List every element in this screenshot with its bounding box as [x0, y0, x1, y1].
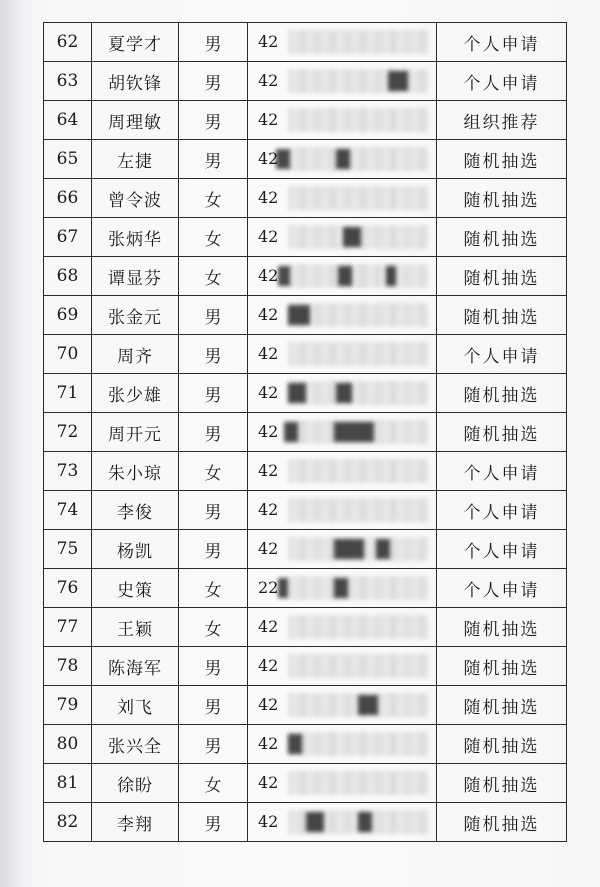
gender: 女 — [179, 179, 248, 218]
person-name: 周齐 — [92, 335, 179, 374]
gender: 女 — [179, 764, 248, 803]
selection-method: 随机抽选 — [437, 764, 567, 803]
id-number-prefix: 42 — [258, 422, 279, 441]
person-name: 谭显芬 — [92, 257, 179, 296]
id-number-prefix: 42 — [258, 305, 279, 324]
redaction-blot — [386, 266, 396, 286]
redaction-blot — [334, 578, 348, 598]
id-number-redacted — [248, 608, 437, 647]
person-name: 李翔 — [92, 803, 179, 842]
table-row — [44, 647, 567, 686]
table-row — [44, 686, 567, 725]
person-name: 朱小琼 — [92, 452, 179, 491]
gender: 女 — [179, 218, 248, 257]
row-number: 66 — [44, 179, 92, 218]
table-row — [44, 764, 567, 803]
id-number-redacted — [248, 530, 437, 569]
id-number-redacted — [248, 452, 437, 491]
redaction-blot — [278, 578, 288, 598]
person-name: 史策 — [92, 569, 179, 608]
selection-method: 随机抽选 — [437, 257, 567, 296]
id-number-prefix: 42 — [258, 539, 279, 558]
table-row — [44, 218, 567, 257]
row-number: 64 — [44, 101, 92, 140]
id-number-redacted — [248, 764, 437, 803]
id-number-prefix: 42 — [258, 32, 279, 51]
selection-method: 随机抽选 — [437, 803, 567, 842]
person-name: 王颖 — [92, 608, 179, 647]
gender: 男 — [179, 296, 248, 335]
id-number-prefix: 22 — [258, 578, 279, 597]
redaction-blot — [343, 227, 361, 247]
row-number: 72 — [44, 413, 92, 452]
selection-method: 随机抽选 — [437, 413, 567, 452]
id-number-redacted — [248, 803, 437, 842]
id-number-redacted — [248, 257, 437, 296]
id-number-redacted — [248, 686, 437, 725]
id-number-prefix: 42 — [258, 695, 279, 714]
id-number-redacted — [248, 23, 437, 62]
row-number: 80 — [44, 725, 92, 764]
redaction-blot — [288, 734, 302, 754]
table-row — [44, 140, 567, 179]
selection-method: 个人申请 — [437, 569, 567, 608]
row-number: 81 — [44, 764, 92, 803]
table-row — [44, 62, 567, 101]
id-number-redacted — [248, 179, 437, 218]
redaction-blot — [336, 383, 352, 403]
redaction-blot — [278, 266, 290, 286]
row-number: 82 — [44, 803, 92, 842]
redaction-blot — [284, 422, 298, 442]
id-number-redacted — [248, 101, 437, 140]
page-fold-shadow — [0, 0, 26, 887]
selection-method: 个人申请 — [437, 491, 567, 530]
selection-method: 个人申请 — [437, 452, 567, 491]
gender: 男 — [179, 101, 248, 140]
gender: 男 — [179, 413, 248, 452]
person-name: 徐盼 — [92, 764, 179, 803]
row-number: 65 — [44, 140, 92, 179]
redaction-blot — [334, 539, 364, 559]
redaction-blot — [288, 305, 310, 325]
table-row — [44, 452, 567, 491]
selection-method: 随机抽选 — [437, 647, 567, 686]
selection-method: 随机抽选 — [437, 179, 567, 218]
gender: 男 — [179, 374, 248, 413]
gender: 女 — [179, 452, 248, 491]
person-name: 曾令波 — [92, 179, 179, 218]
id-number-prefix: 42 — [258, 110, 279, 129]
table-row — [44, 530, 567, 569]
redaction-blot — [358, 695, 378, 715]
redaction-blot — [338, 266, 352, 286]
row-number: 63 — [44, 62, 92, 101]
gender: 男 — [179, 725, 248, 764]
redaction-blot — [376, 539, 390, 559]
roster-table-body — [44, 23, 567, 842]
id-number-prefix: 42 — [258, 266, 279, 285]
id-number-prefix: 42 — [258, 383, 279, 402]
table-row — [44, 296, 567, 335]
row-number: 77 — [44, 608, 92, 647]
selection-method: 随机抽选 — [437, 374, 567, 413]
person-name: 张金元 — [92, 296, 179, 335]
selection-method: 个人申请 — [437, 335, 567, 374]
id-number-prefix: 42 — [258, 227, 279, 246]
gender: 男 — [179, 491, 248, 530]
id-number-prefix: 42 — [258, 500, 279, 519]
table-row — [44, 374, 567, 413]
id-number-redacted — [248, 413, 437, 452]
id-number-redacted — [248, 140, 437, 179]
id-number-prefix: 42 — [258, 71, 279, 90]
person-name: 陈海军 — [92, 647, 179, 686]
row-number: 73 — [44, 452, 92, 491]
id-number-redacted — [248, 218, 437, 257]
person-name: 胡钦锋 — [92, 62, 179, 101]
person-name: 李俊 — [92, 491, 179, 530]
id-number-prefix: 42 — [258, 461, 279, 480]
redaction-mask — [288, 654, 428, 678]
id-number-prefix: 42 — [258, 344, 279, 363]
selection-method: 组织推荐 — [437, 101, 567, 140]
table-row — [44, 101, 567, 140]
gender: 男 — [179, 647, 248, 686]
table-row — [44, 491, 567, 530]
redaction-blot — [336, 149, 350, 169]
gender: 男 — [179, 140, 248, 179]
gender: 男 — [179, 686, 248, 725]
table-row — [44, 257, 567, 296]
row-number: 68 — [44, 257, 92, 296]
row-number: 69 — [44, 296, 92, 335]
gender: 男 — [179, 62, 248, 101]
gender: 男 — [179, 530, 248, 569]
redaction-blot — [306, 812, 324, 832]
selection-method: 个人申请 — [437, 23, 567, 62]
person-name: 张兴全 — [92, 725, 179, 764]
row-number: 75 — [44, 530, 92, 569]
selection-method: 随机抽选 — [437, 140, 567, 179]
table-row — [44, 179, 567, 218]
row-number: 78 — [44, 647, 92, 686]
redaction-mask — [288, 576, 428, 600]
table-row — [44, 569, 567, 608]
id-number-redacted — [248, 725, 437, 764]
redaction-blot — [358, 812, 372, 832]
redaction-blot — [288, 383, 306, 403]
id-number-prefix: 42 — [258, 149, 279, 168]
table-row — [44, 803, 567, 842]
person-name: 杨凯 — [92, 530, 179, 569]
gender: 男 — [179, 803, 248, 842]
person-name: 周开元 — [92, 413, 179, 452]
redaction-mask — [288, 186, 428, 210]
gender: 男 — [179, 23, 248, 62]
id-number-redacted — [248, 569, 437, 608]
selection-method: 随机抽选 — [437, 725, 567, 764]
redaction-mask — [288, 771, 428, 795]
redaction-mask — [288, 147, 428, 171]
redaction-mask — [288, 342, 428, 366]
id-number-redacted — [248, 296, 437, 335]
id-number-prefix: 42 — [258, 773, 279, 792]
redaction-blot — [388, 71, 408, 91]
redaction-blot — [276, 149, 290, 169]
id-number-prefix: 42 — [258, 617, 279, 636]
selection-method: 个人申请 — [437, 62, 567, 101]
id-number-redacted — [248, 491, 437, 530]
id-number-prefix: 42 — [258, 188, 279, 207]
selection-method: 随机抽选 — [437, 686, 567, 725]
person-name: 刘飞 — [92, 686, 179, 725]
roster-table — [43, 22, 567, 842]
person-name: 周理敏 — [92, 101, 179, 140]
id-number-prefix: 42 — [258, 656, 279, 675]
redaction-blot — [334, 422, 374, 442]
row-number: 70 — [44, 335, 92, 374]
gender: 女 — [179, 608, 248, 647]
redaction-mask — [288, 30, 428, 54]
id-number-prefix: 42 — [258, 812, 279, 831]
table-row — [44, 23, 567, 62]
row-number: 76 — [44, 569, 92, 608]
row-number: 74 — [44, 491, 92, 530]
table-row — [44, 608, 567, 647]
person-name: 夏学才 — [92, 23, 179, 62]
id-number-redacted — [248, 647, 437, 686]
selection-method: 个人申请 — [437, 530, 567, 569]
redaction-mask — [288, 732, 428, 756]
selection-method: 随机抽选 — [437, 296, 567, 335]
id-number-redacted — [248, 374, 437, 413]
row-number: 67 — [44, 218, 92, 257]
gender: 女 — [179, 569, 248, 608]
redaction-mask — [288, 615, 428, 639]
redaction-mask — [288, 264, 428, 288]
table-row — [44, 725, 567, 764]
redaction-mask — [288, 381, 428, 405]
id-number-redacted — [248, 335, 437, 374]
redaction-mask — [288, 498, 428, 522]
id-number-redacted — [248, 62, 437, 101]
table-row — [44, 335, 567, 374]
id-number-prefix: 42 — [258, 734, 279, 753]
redaction-mask — [288, 108, 428, 132]
row-number: 79 — [44, 686, 92, 725]
gender: 女 — [179, 257, 248, 296]
table-row — [44, 413, 567, 452]
person-name: 张炳华 — [92, 218, 179, 257]
row-number: 71 — [44, 374, 92, 413]
row-number: 62 — [44, 23, 92, 62]
person-name: 左捷 — [92, 140, 179, 179]
selection-method: 随机抽选 — [437, 218, 567, 257]
selection-method: 随机抽选 — [437, 608, 567, 647]
redaction-mask — [288, 459, 428, 483]
gender: 男 — [179, 335, 248, 374]
person-name: 张少雄 — [92, 374, 179, 413]
